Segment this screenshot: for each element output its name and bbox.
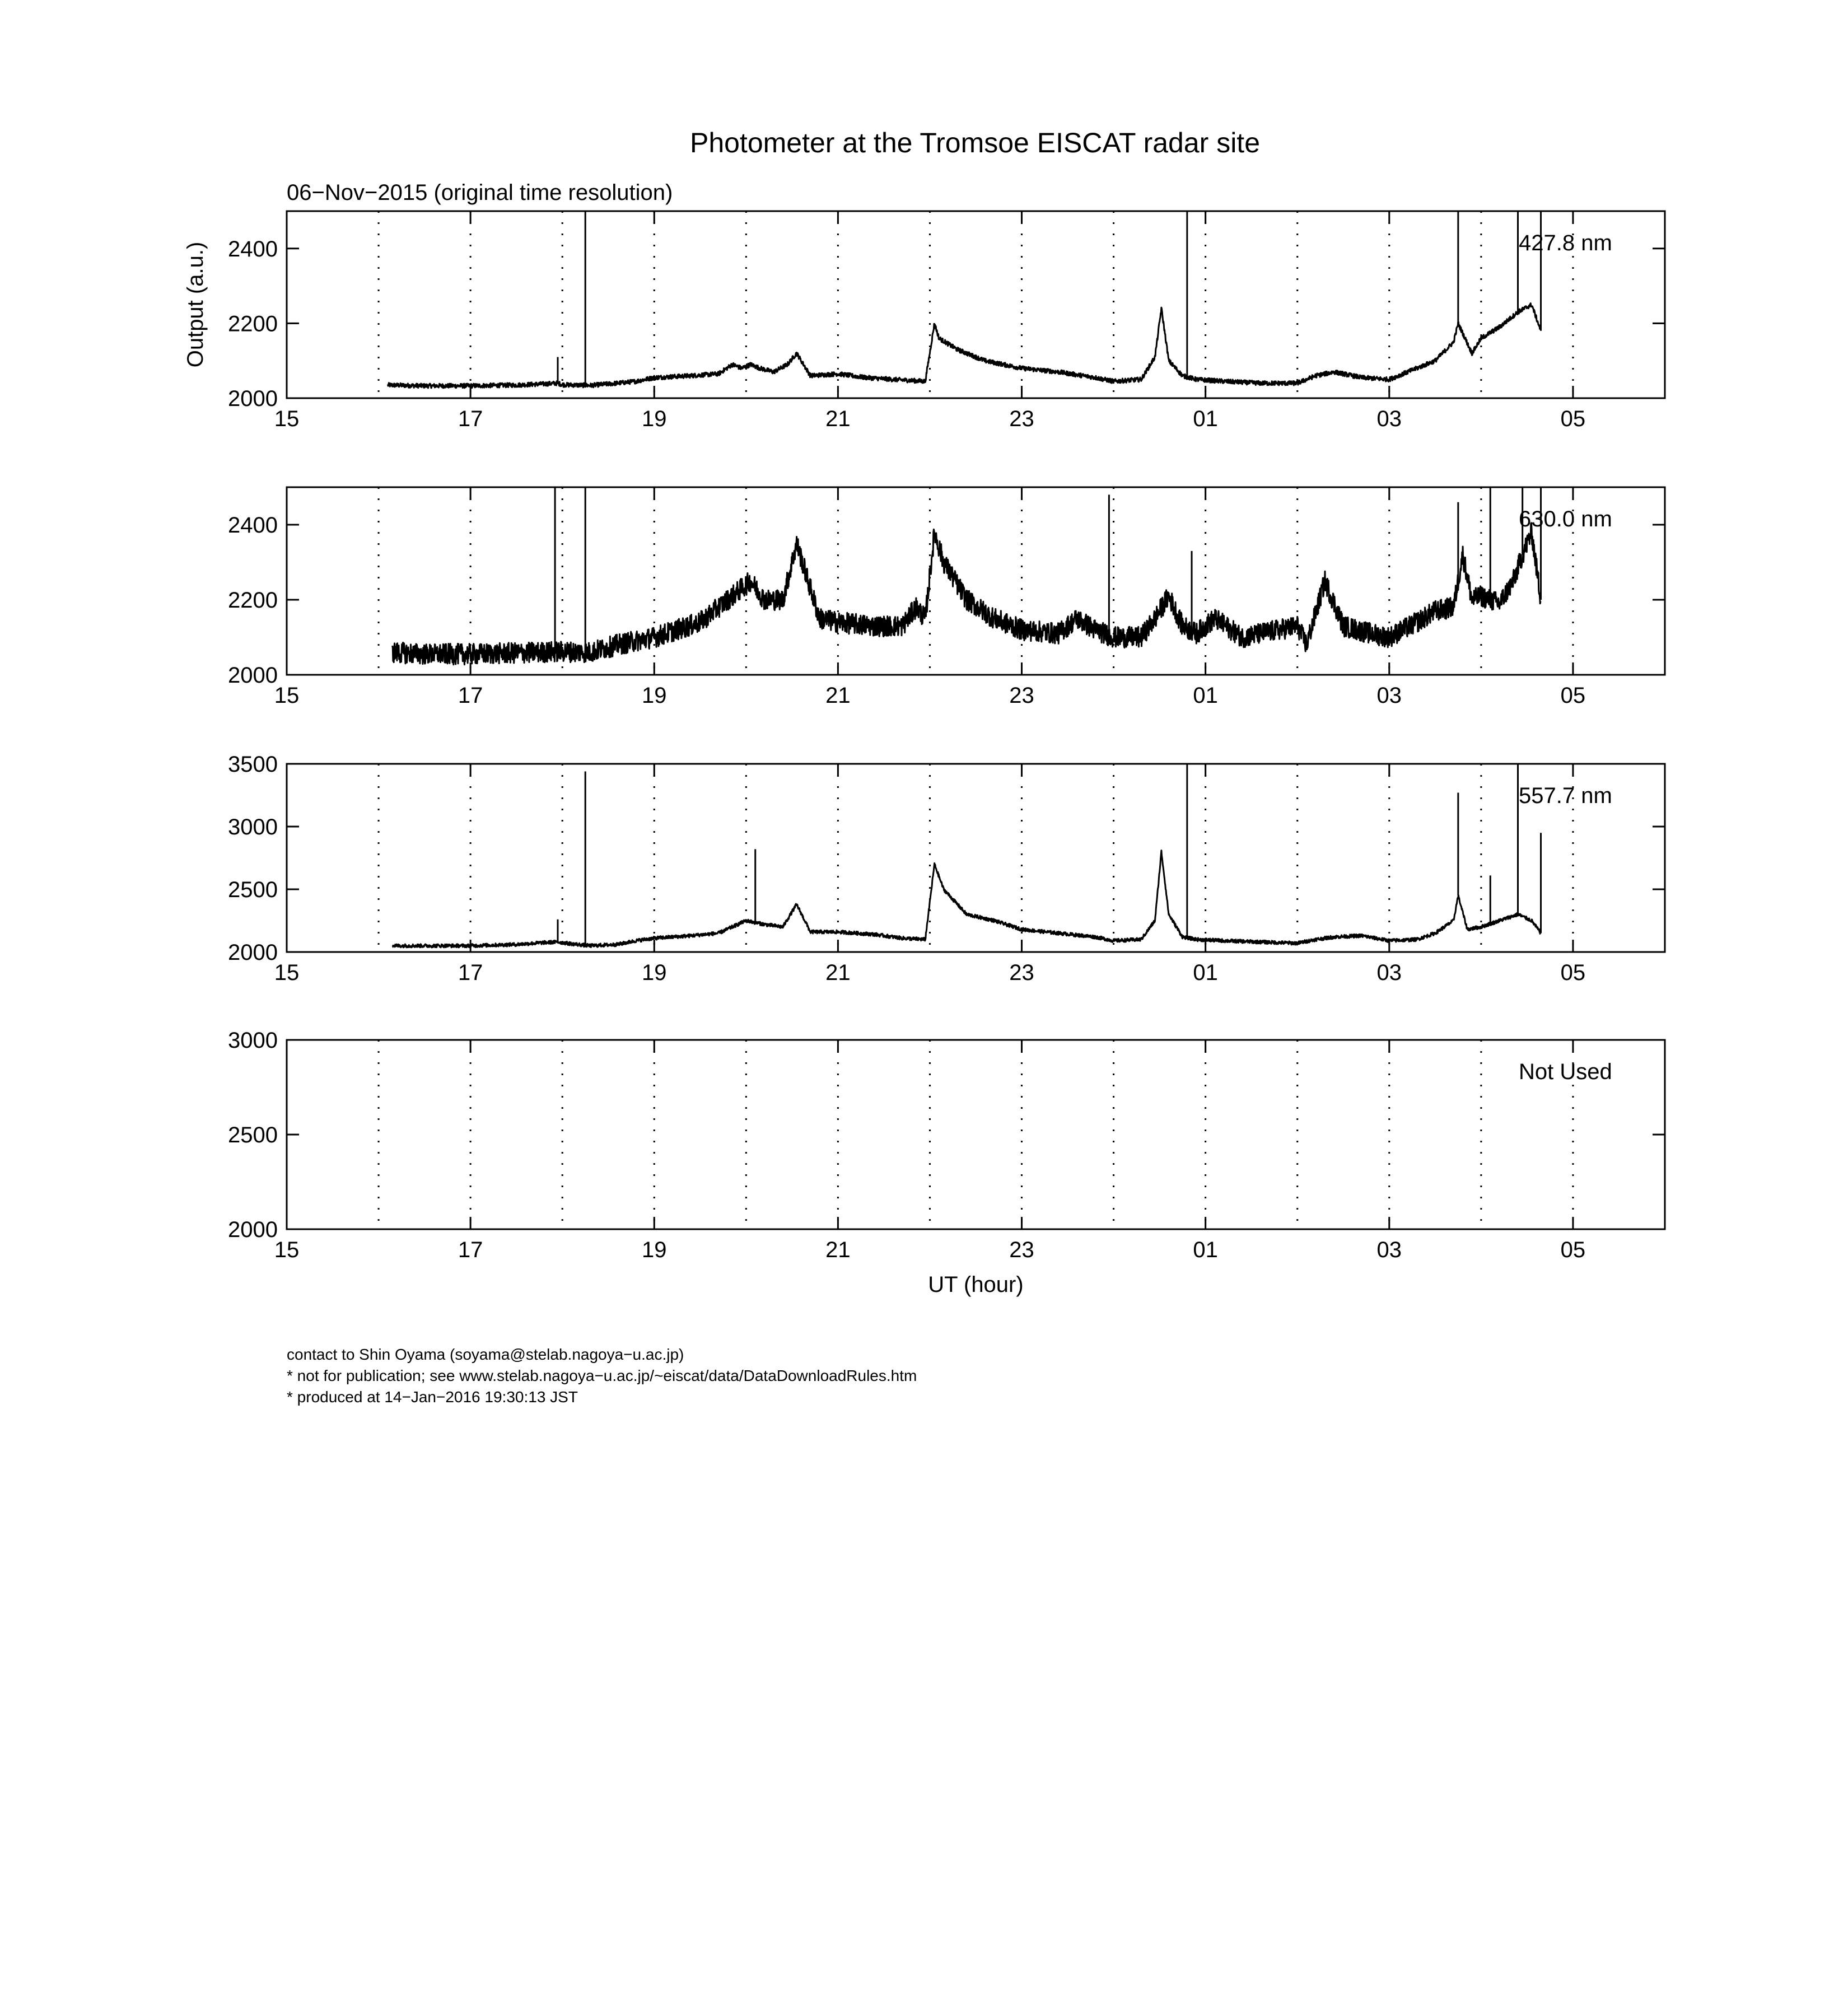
panel-1 (183, 211, 1665, 431)
series-line-1 (393, 523, 1541, 665)
x-tick-label: 01 (1193, 683, 1218, 708)
panel-label: 630.0 nm (1519, 507, 1612, 531)
panel-2 (228, 487, 1665, 708)
y-tick-label: 2400 (228, 236, 278, 262)
x-tick-label: 19 (642, 407, 667, 431)
x-tick-label: 03 (1376, 407, 1402, 431)
x-tick-label: 23 (1009, 407, 1034, 431)
x-tick-label: 01 (1193, 1238, 1218, 1262)
x-tick-label: 19 (642, 960, 667, 985)
panel-label: 427.8 nm (1519, 231, 1612, 255)
footer-produced-at: * produced at 14−Jan−2016 19:30:13 JST (287, 1388, 578, 1406)
x-tick-label: 15 (274, 407, 300, 431)
panel-label: Not Used (1519, 1060, 1612, 1084)
x-tick-label: 03 (1376, 1238, 1402, 1262)
x-tick-label: 15 (274, 1238, 300, 1262)
x-tick-label: 17 (458, 407, 483, 431)
y-tick-label: 2500 (228, 1123, 278, 1147)
panel-4 (228, 1028, 1665, 1297)
x-tick-label: 01 (1193, 960, 1218, 985)
x-tick-label: 17 (458, 960, 483, 985)
footer-contact: contact to Shin Oyama (soyama@stelab.nagoya−u.ac.jp) (287, 1346, 684, 1363)
y-tick-label: 2200 (228, 588, 278, 613)
x-tick-label: 19 (642, 683, 667, 708)
y-tick-label: 2000 (228, 940, 278, 965)
x-tick-label: 17 (458, 1238, 483, 1262)
x-tick-label: 03 (1376, 960, 1402, 985)
x-tick-label: 21 (825, 683, 851, 708)
y-tick-label: 2400 (228, 513, 278, 538)
panels (183, 211, 1665, 1297)
x-tick-label: 15 (274, 683, 300, 708)
x-axis-label: UT (hour) (928, 1272, 1024, 1297)
footer-publication-note: * not for publication; see www.stelab.nagoya−u.ac.jp/~eiscat/data/DataDownloadRules.htm (287, 1367, 917, 1384)
chart-subtitle: 06−Nov−2015 (original time resolution) (287, 180, 673, 205)
axes-box (287, 1040, 1665, 1229)
x-tick-label: 23 (1009, 1238, 1034, 1262)
plot-area (393, 487, 1541, 665)
x-tick-label: 23 (1009, 960, 1034, 985)
y-tick-label: 2500 (228, 878, 278, 902)
y-tick-label: 2200 (228, 311, 278, 337)
panel-3 (228, 752, 1665, 985)
x-tick-label: 05 (1560, 1238, 1586, 1262)
y-tick-label: 2000 (228, 386, 278, 411)
series-line-1 (388, 304, 1541, 388)
y-tick-label: 3500 (228, 752, 278, 777)
x-tick-label: 03 (1376, 683, 1402, 708)
y-tick-label: 2000 (228, 1217, 278, 1242)
y-tick-label: 2000 (228, 663, 278, 688)
gridlines (379, 1040, 1573, 1229)
x-tick-label: 05 (1560, 960, 1586, 985)
x-tick-label: 05 (1560, 407, 1586, 431)
series-line-1 (393, 851, 1541, 948)
y-tick-label: 3000 (228, 815, 278, 839)
x-tick-label: 17 (458, 683, 483, 708)
chart-title: Photometer at the Tromsoe EISCAT radar site (689, 127, 1261, 158)
x-tick-label: 21 (825, 1238, 851, 1262)
footer (287, 1344, 1631, 1408)
x-tick-label: 19 (642, 1238, 667, 1262)
x-tick-label: 21 (825, 960, 851, 985)
plot-area (388, 211, 1541, 388)
x-tick-label: 05 (1560, 683, 1586, 708)
plot-area (393, 764, 1541, 948)
x-tick-label: 15 (274, 960, 300, 985)
panel-label: 557.7 nm (1519, 783, 1612, 808)
x-tick-label: 01 (1193, 407, 1218, 431)
y-tick-label: 3000 (228, 1028, 278, 1053)
y-axis-label: Output (a.u.) (183, 241, 208, 368)
x-tick-label: 21 (825, 407, 851, 431)
x-tick-label: 23 (1009, 683, 1034, 708)
